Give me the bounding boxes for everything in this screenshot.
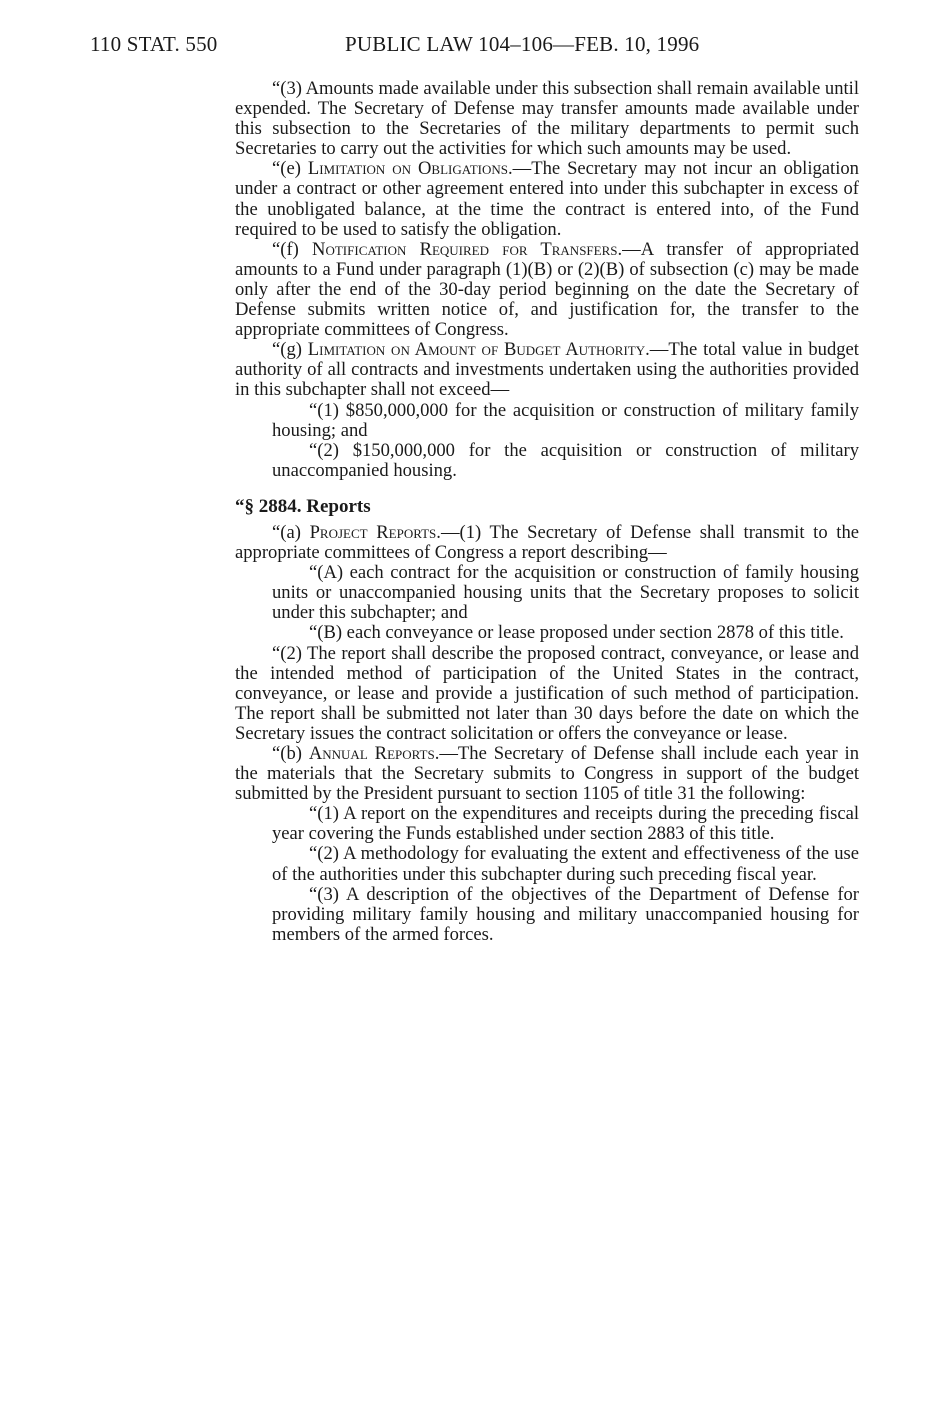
- heading-annual-reports: Annual Reports: [308, 743, 435, 764]
- heading-notification-required: Notification Required for Transfers: [312, 238, 618, 260]
- public-law-citation: PUBLIC LAW 104–106—FEB. 10, 1996: [345, 32, 700, 56]
- list-item: “(3) A description of the objectives of the Department of Defense for providing military family housing and military unaccompanied housing for members of the armed forces.: [272, 883, 859, 945]
- heading-project-reports: Project Reports: [309, 521, 437, 543]
- list-item: “(B) each conveyance or lease proposed under section 2878 of this title.: [309, 622, 844, 644]
- paragraph-f: “(f) Notification Required for Transfers.—A transfer of appropriated amounts to a Fund under paragraph (1)(B) or (2)(B) of subsection (c) may be made only after the end of the 30-day period beginning on the date the Secretary of Defense submits written notice of, and justification for, the transfer to the appropriate committees of Congress.: [235, 238, 859, 341]
- paragraph-b: “(b) Annual Reports.—The Secretary of Defense shall include each year in the materials that the Secretary submits to Congress in support of the budget submitted by the President pursuant to section 1105 of title 31 the following:: [235, 743, 859, 805]
- list-item: “(1) A report on the expenditures and receipts during the preceding fiscal year covering the Funds established under section 2883 of this title.: [272, 803, 859, 845]
- list-item: “(2) $150,000,000 for the acquisition or construction of military unaccompanied housing.: [272, 439, 859, 481]
- statute-page-number: 110 STAT. 550: [90, 32, 218, 56]
- paragraph-g: “(g) Limitation on Amount of Budget Authority.—The total value in budget authority of all contracts and investments undertaken using the authorities provided in this subchapter shall not exceed—: [235, 339, 859, 401]
- paragraph-d3: “(3) Amounts made available under this subsection shall remain available until expended. The Secretary of Defense may transfer amounts made available under this subsection to the Secretaries of the military departments to permit such Secretaries to carry out the activities for which such amounts may be used.: [235, 78, 859, 160]
- section-heading: “§ 2884. Reports: [235, 495, 371, 517]
- list-item: “(1) $850,000,000 for the acquisition or construction of military family housing; and: [272, 399, 859, 441]
- paragraph-a: “(a) Project Reports.—(1) The Secretary of Defense shall transmit to the appropriate committees of Congress a report describing—: [235, 521, 860, 564]
- list-item: “(2) A methodology for evaluating the extent and effectiveness of the use of the authorities under this subchapter during such preceding fiscal year.: [272, 843, 859, 885]
- heading-limitation-on-budget-authority: Limitation on Amount of Budget Authority: [307, 339, 646, 361]
- paragraph-a2: “(2) The report shall describe the proposed contract, conveyance, or lease and the intended method of participation of the United States in the contract, conveyance, or lease and provide a justification of such method of participation. The report shall be submitted not later than 30 days before the date on which the Secretary issues the contract solicitation or offers the conveyance or lease.: [235, 642, 859, 744]
- list-item: “(A) each contract for the acquisition or construction of family housing units or unaccompanied housing units that the Secretary proposes to solicit under this subchapter; and: [272, 562, 859, 624]
- paragraph-e: “(e) Limitation on Obligations.—The Secretary may not incur an obligation under a contract or other agreement entered into under this subchapter in excess of the unobligated balance, at the time the contract is entered into, of the Fund required to be used to satisfy the obligation.: [235, 158, 859, 240]
- heading-limitation-on-obligations: Limitation on Obligations: [307, 158, 508, 180]
- document-body: [235, 79, 859, 945]
